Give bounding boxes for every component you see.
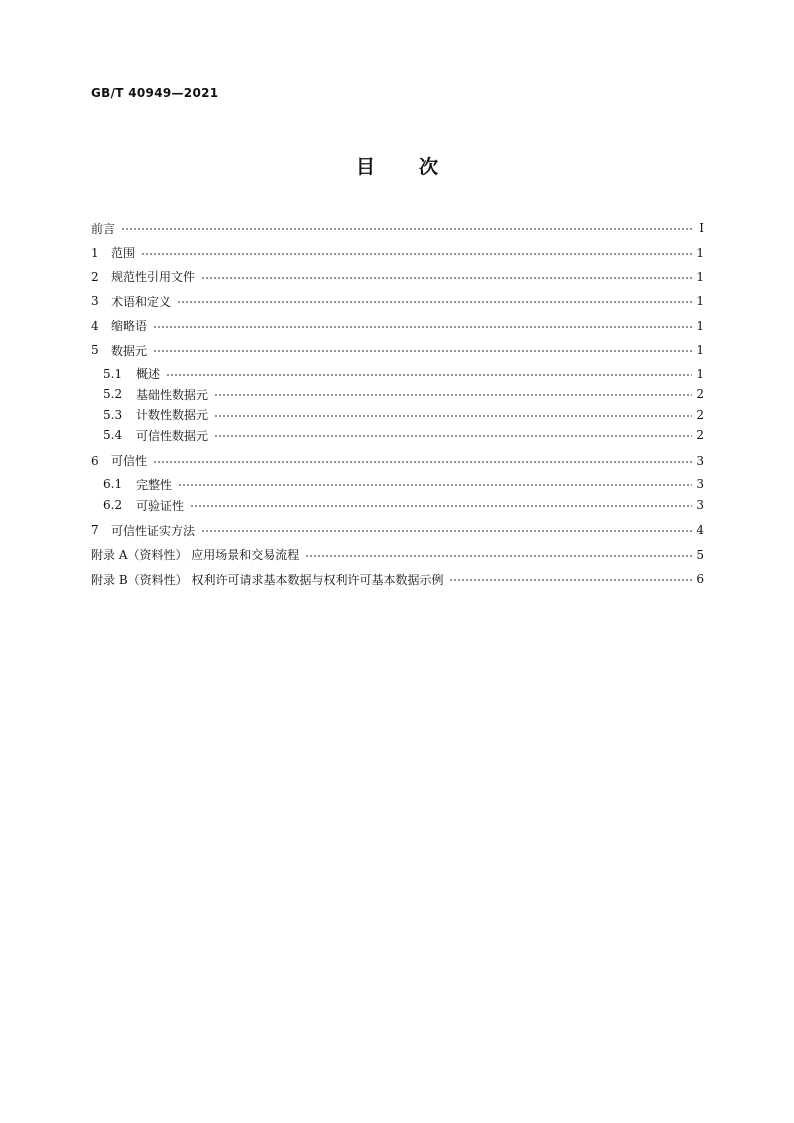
- toc-leader-dots: [121, 228, 692, 230]
- toc-number: 5.1: [103, 366, 123, 381]
- toc-label: 规范性引用文件: [111, 270, 196, 285]
- toc-page-number: 5: [696, 547, 704, 562]
- toc-title-part1: 目: [355, 156, 375, 178]
- toc-entry-5-4[interactable]: [91, 425, 704, 446]
- toc-leader-dots: [201, 277, 692, 279]
- toc-entry-1[interactable]: [91, 240, 704, 264]
- toc-page-number: 1: [696, 245, 704, 260]
- toc-page-number: 2: [696, 407, 704, 422]
- toc-leader-dots: [305, 555, 692, 557]
- toc-entry-3[interactable]: [91, 289, 704, 313]
- toc-leader-dots: [214, 394, 692, 396]
- toc-number: 3: [91, 294, 99, 309]
- toc-entry-5-2[interactable]: [91, 384, 704, 405]
- toc-label: 可信性: [111, 454, 148, 469]
- toc-entry-4[interactable]: [91, 314, 704, 338]
- toc-label: 概述: [136, 367, 161, 382]
- toc-leader-dots: [449, 579, 692, 581]
- toc-number: 5.2: [103, 387, 123, 402]
- toc-number: 6.1: [103, 477, 123, 492]
- toc-entry-5-1[interactable]: [91, 363, 704, 384]
- toc-number: 5.3: [103, 407, 123, 422]
- toc-number: 7: [91, 523, 99, 538]
- toc-number: 2: [91, 269, 99, 284]
- toc-label: 范围: [111, 246, 136, 261]
- toc-leader-dots: [166, 374, 692, 376]
- toc-label: 数据元: [111, 343, 148, 358]
- toc-entry-appendix-b[interactable]: [91, 567, 704, 591]
- toc-label: 基础性数据元: [136, 387, 209, 402]
- toc-number: 4: [91, 318, 99, 333]
- toc-page-number: 2: [696, 387, 704, 402]
- toc-leader-dots: [177, 301, 692, 303]
- toc-page-number: 1: [696, 294, 704, 309]
- toc-leader-dots: [214, 415, 692, 417]
- toc-page-number: 1: [696, 366, 704, 381]
- toc-page-number: 2: [696, 428, 704, 443]
- toc-page-number: 3: [696, 453, 704, 468]
- toc-leader-dots: [201, 530, 692, 532]
- toc-number: 5.4: [103, 428, 123, 443]
- toc-label: 可信性证实方法: [111, 523, 196, 538]
- toc-page-number: 1: [696, 318, 704, 333]
- toc-leader-dots: [153, 350, 692, 352]
- toc-page-number: 4: [696, 523, 704, 538]
- toc-title-part2: 次: [419, 156, 439, 178]
- toc-label: 计数性数据元: [136, 408, 209, 423]
- toc-leader-dots: [178, 484, 692, 486]
- toc-page-number: 1: [696, 343, 704, 358]
- toc-entry-5-3[interactable]: [91, 405, 704, 426]
- toc-leader-dots: [190, 505, 692, 507]
- toc-entry-2[interactable]: [91, 265, 704, 289]
- toc-leader-dots: [141, 253, 692, 255]
- toc-page-number: 1: [696, 269, 704, 284]
- toc-page-number: 6: [696, 572, 704, 587]
- table-of-contents: [91, 216, 704, 591]
- toc-label: 前言: [91, 221, 116, 236]
- toc-number: 6.2: [103, 498, 123, 512]
- toc-page-number: 3: [696, 498, 704, 512]
- toc-label: 可信性数据元: [136, 428, 209, 443]
- toc-label: 附录 A（资料性） 应用场景和交易流程: [91, 548, 300, 563]
- toc-label: 完整性: [136, 477, 173, 492]
- toc-number: 1: [91, 245, 99, 260]
- toc-label: 可验证性: [136, 498, 185, 513]
- toc-page-number: Ⅰ: [699, 221, 704, 236]
- toc-label: 缩略语: [111, 319, 148, 334]
- toc-entry-6-2[interactable]: [91, 495, 704, 516]
- toc-leader-dots: [153, 461, 692, 463]
- toc-entry-appendix-a[interactable]: [91, 543, 704, 567]
- toc-entry-6[interactable]: [91, 449, 704, 473]
- toc-entry-6-1[interactable]: [91, 474, 704, 495]
- toc-number: 5: [91, 343, 99, 358]
- toc-label: 术语和定义: [111, 294, 172, 309]
- toc-page-number: 3: [696, 477, 704, 492]
- toc-entry-foreword[interactable]: [91, 216, 704, 240]
- toc-title: [0, 152, 794, 179]
- toc-entry-7[interactable]: [91, 518, 704, 542]
- toc-leader-dots: [153, 326, 692, 328]
- toc-label: 附录 B（资料性） 权利许可请求基本数据与权利许可基本数据示例: [91, 572, 444, 587]
- toc-entry-5[interactable]: [91, 338, 704, 362]
- toc-leader-dots: [214, 435, 692, 437]
- standard-number: GB/T 40949—2021: [91, 86, 219, 100]
- toc-number: 6: [91, 453, 99, 468]
